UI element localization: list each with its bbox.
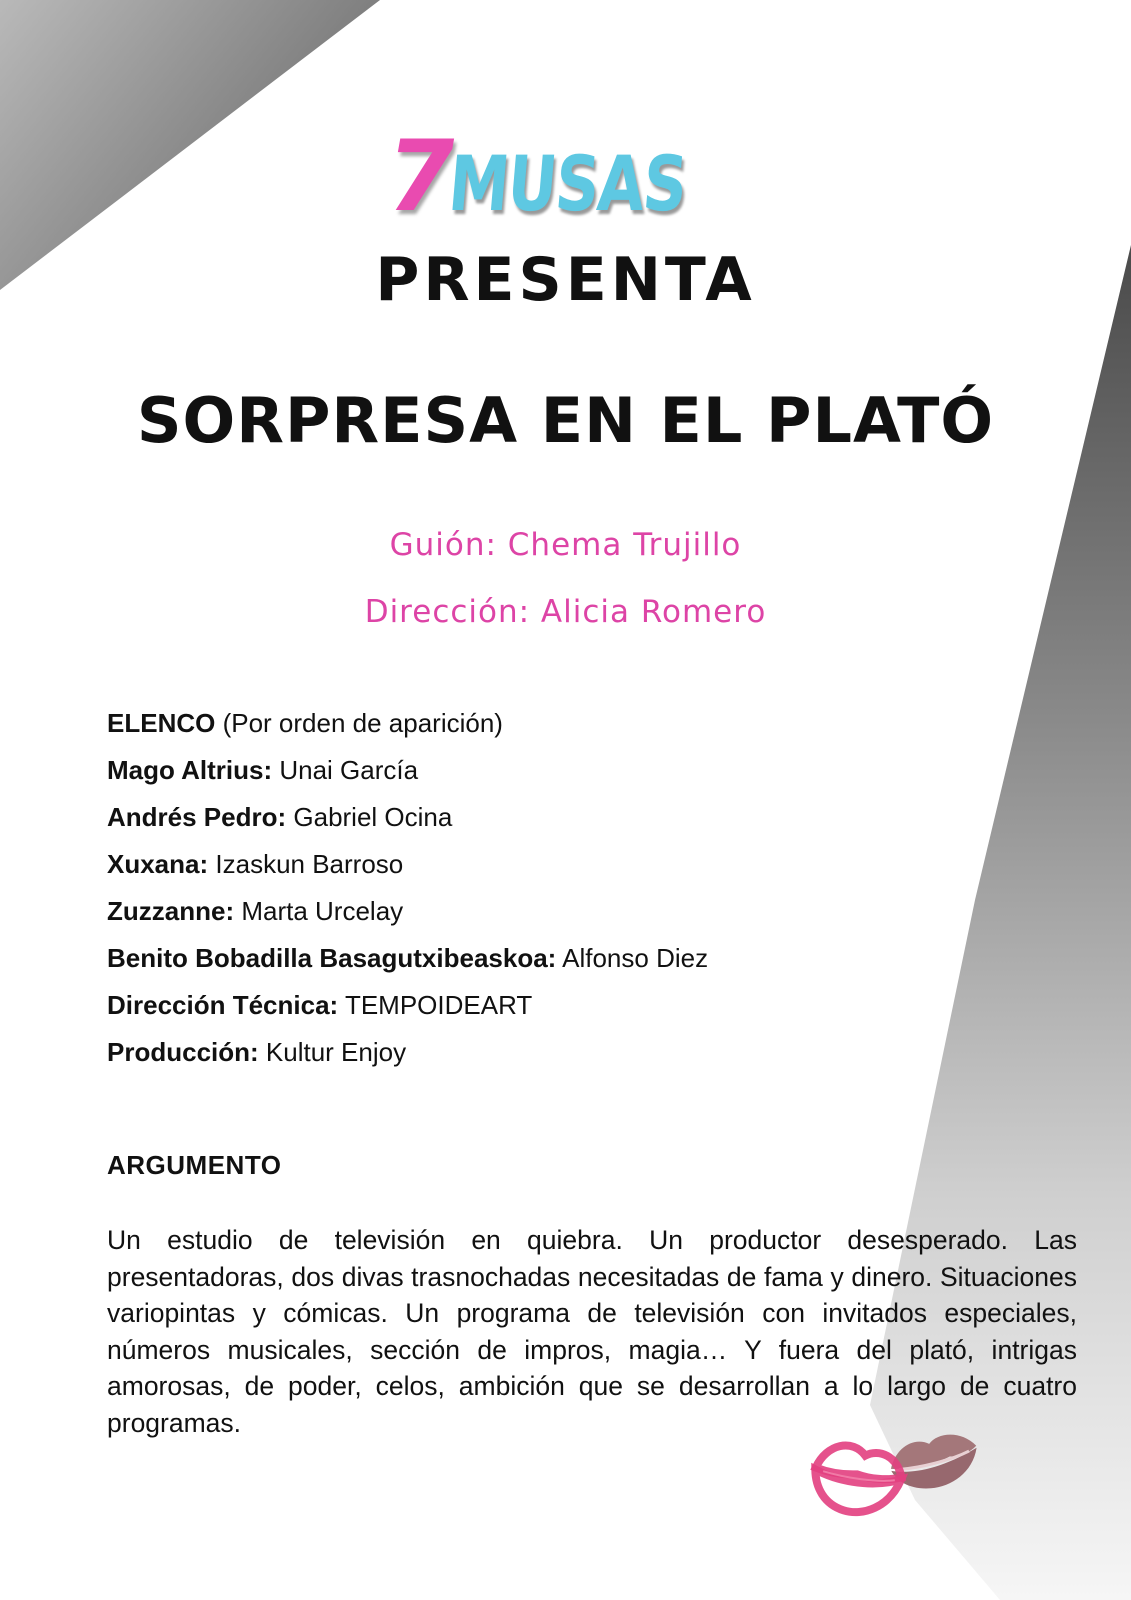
- lips-kiss-pink-icon: [810, 1440, 906, 1521]
- cast-entry: [107, 794, 1057, 841]
- cast-name: Izaskun Barroso: [208, 849, 404, 879]
- cast-list: [107, 700, 1057, 1076]
- cast-role: Xuxana:: [107, 849, 209, 879]
- director-credit: Dirección: Alicia Romero: [364, 594, 767, 630]
- cast-entry: [107, 935, 1057, 982]
- presenta-heading: PRESENTA: [375, 245, 756, 315]
- cast-heading-note: (Por orden de aparición): [215, 708, 503, 738]
- cast-role: Zuzzanne:: [107, 896, 235, 926]
- argument-heading: ARGUMENTO: [107, 1150, 282, 1180]
- logo-number: 7: [376, 120, 463, 234]
- cast-role: Andrés Pedro:: [107, 802, 287, 832]
- cast-role: Mago Altrius:: [107, 755, 273, 785]
- argument-text: Un estudio de televisión en quiebra. Un productor desesperado. Las presentadoras, dos divas trasnochadas necesitadas de fama y dinero. Situaciones variopintas y cómicas. Un programa de televisión con invitados especiales, números musicales, sección de impros, magia… Y fuera del plató, intrigas amorosas, de poder, celos, ambición que se desarrollan a lo largo de cuatro programas.: [107, 1225, 1077, 1438]
- cast-role: Producción:: [107, 1037, 259, 1067]
- cast-role: Dirección Técnica:: [107, 990, 339, 1020]
- cast-name: Gabriel Ocina: [286, 802, 453, 832]
- logo-word: MUSAS: [445, 139, 690, 228]
- cast-entry: [107, 841, 1057, 888]
- play-title: SORPRESA EN EL PLATÓ: [136, 384, 995, 457]
- cast-name: Marta Urcelay: [234, 896, 404, 926]
- cast-name: Kultur Enjoy: [258, 1037, 407, 1067]
- cast-name: Unai García: [272, 755, 419, 785]
- cast-role: Benito Bobadilla Basagutxibeaskoa:: [107, 943, 557, 973]
- cast-entry: [107, 888, 1057, 935]
- cast-entry: [107, 1029, 1057, 1076]
- brand-logo: [0, 120, 1131, 234]
- cast-heading-line: [107, 700, 1057, 747]
- lips-decoration: [810, 1420, 1000, 1530]
- script-credit: Guión: Chema Trujillo: [389, 527, 742, 563]
- cast-entry: [107, 982, 1057, 1029]
- cast-heading: ELENCO: [107, 708, 216, 738]
- cast-entry: [107, 747, 1057, 794]
- cast-name: Alfonso Diez: [556, 943, 709, 973]
- cast-name: TEMPOIDEART: [338, 990, 533, 1020]
